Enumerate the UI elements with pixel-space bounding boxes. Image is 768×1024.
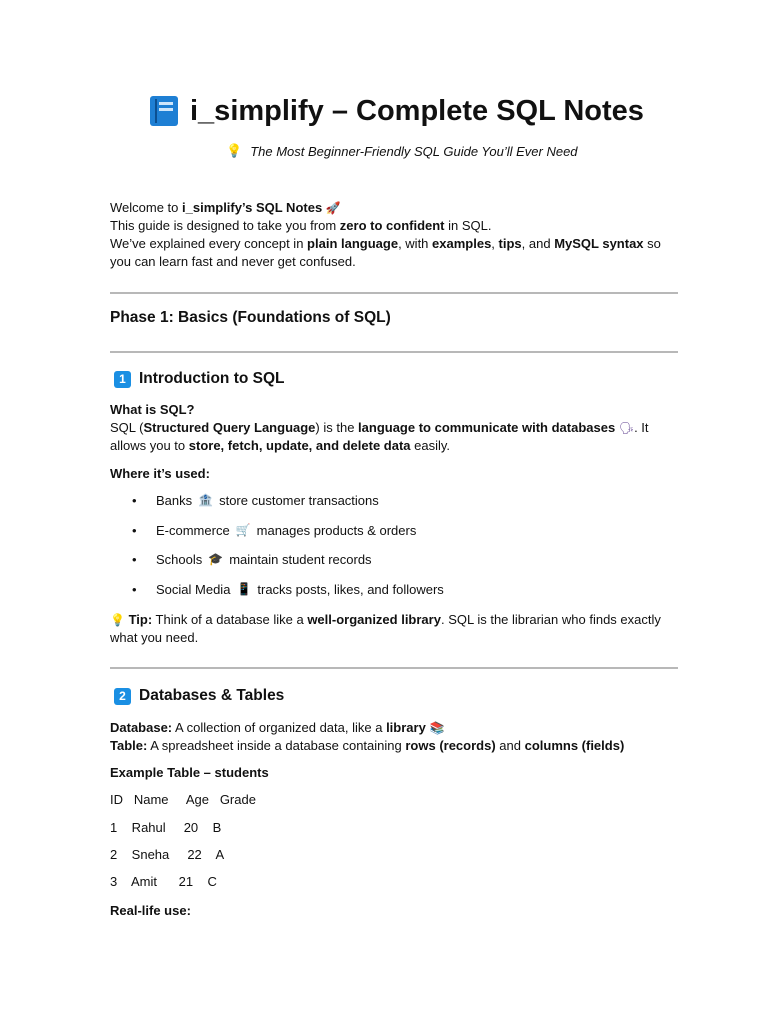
number-two-icon: 2: [114, 688, 131, 705]
db-bold: library: [386, 720, 426, 735]
document-title: [150, 92, 650, 130]
intro-text: We’ve explained every concept in: [110, 236, 308, 251]
intro-text: ,: [491, 236, 499, 251]
section-title: Databases & Tables: [139, 687, 285, 704]
intro-text: Welcome to: [110, 200, 183, 215]
intro-bold: MySQL syntax: [554, 236, 644, 251]
bullet: [132, 523, 156, 538]
intro-bold: examples: [432, 236, 492, 251]
divider: [110, 292, 678, 294]
use-desc: manages products & orders: [256, 522, 417, 538]
intro-text: This guide is designed to take you from: [110, 218, 340, 233]
real-life-use-label: Real-life use:: [110, 903, 191, 918]
database-definition: [110, 719, 678, 737]
list-item: [132, 523, 444, 553]
table-bold: rows (records): [405, 738, 496, 753]
intro-line-3: [110, 235, 678, 271]
table-label: Table:: [110, 738, 148, 753]
blue-book-icon: [150, 96, 178, 126]
use-name: E-commerce: [156, 522, 230, 538]
tip-label: Tip:: [128, 612, 153, 627]
use-desc: maintain student records: [229, 552, 372, 567]
light-bulb-icon: 💡: [110, 613, 125, 627]
table-text: and: [495, 738, 525, 753]
rocket-icon: 🚀: [325, 201, 341, 215]
shopping-cart-icon: 🛒: [235, 522, 251, 537]
tip-paragraph: [110, 611, 678, 647]
table-row: 2 Sneha 22 A: [110, 847, 225, 862]
table-row: 1 Rahul 20 B: [110, 820, 222, 835]
table-text: A spreadsheet inside a database containing: [147, 738, 406, 753]
usage-list: [132, 493, 444, 611]
books-icon: 📚: [429, 721, 445, 735]
intro-text: so you can learn fast and never get confused.: [110, 236, 661, 269]
subtitle-text: The Most Beginner-Friendly SQL Guide You’ll Ever Need: [250, 143, 578, 159]
section-title: Introduction to SQL: [139, 370, 285, 387]
intro-text: in SQL.: [444, 218, 492, 233]
table-bold: columns (fields): [524, 738, 625, 753]
bullet: [132, 582, 156, 597]
what-is-sql-label: What is SQL?: [110, 402, 195, 417]
use-name: Banks: [156, 493, 193, 508]
use-name: Social Media: [156, 581, 231, 597]
use-name: Schools: [156, 552, 203, 567]
divider: [110, 667, 678, 669]
sql-definition: [110, 419, 678, 455]
list-item: [132, 552, 444, 582]
title-text: i_simplify – Complete SQL Notes: [190, 94, 644, 127]
tip-bold: well-organized library: [307, 612, 441, 627]
intro-text: , with: [398, 236, 433, 251]
def-text: easily.: [410, 438, 451, 453]
table-definition: [110, 737, 678, 755]
intro-bold: tips: [498, 236, 522, 251]
bank-icon: 🏦: [198, 493, 214, 507]
db-label: Database:: [110, 720, 173, 735]
def-text: SQL (: [110, 420, 144, 435]
table-header-row: ID Name Age Grade: [110, 792, 256, 807]
divider: [110, 351, 678, 353]
section-heading-databases: [114, 687, 284, 705]
tip-text: Think of a database like a: [152, 612, 308, 627]
intro-bold: zero to confident: [339, 218, 445, 233]
table-row: 3 Amit 21 C: [110, 874, 217, 889]
db-text: A collection of organized data, like a: [172, 720, 387, 735]
def-bold: store, fetch, update, and delete data: [188, 438, 411, 453]
tip-text: . SQL is the librarian who finds exactly what you need.: [110, 612, 661, 645]
intro-line-1: [110, 199, 678, 217]
intro-bold: i_simplify’s SQL Notes: [182, 200, 323, 215]
speaking-head-icon: 🗣: [618, 421, 635, 435]
example-table-label: Example Table – students: [110, 765, 269, 780]
use-desc: tracks posts, likes, and followers: [257, 581, 444, 597]
phone-icon: 📱: [236, 581, 252, 596]
use-desc: store customer transactions: [219, 493, 379, 508]
bullet: [132, 552, 156, 567]
where-used-label: Where it’s used:: [110, 466, 210, 481]
light-bulb-icon: 💡: [226, 143, 243, 158]
intro-line-2: [110, 217, 678, 235]
list-item: [132, 493, 444, 523]
phase-heading: Phase 1: Basics (Foundations of SQL): [110, 309, 391, 326]
intro-paragraph: [110, 199, 678, 271]
intro-text: , and: [521, 236, 555, 251]
number-one-icon: 1: [114, 371, 131, 388]
list-item: [132, 582, 444, 612]
document-subtitle: [226, 143, 626, 159]
graduation-cap-icon: 🎓: [208, 552, 224, 566]
bullet: [132, 493, 156, 508]
def-text: . It allows you to: [110, 420, 649, 453]
intro-bold: plain language: [307, 236, 399, 251]
def-text: ) is the: [315, 420, 359, 435]
def-bold: language to communicate with databases: [358, 420, 616, 435]
def-bold: Structured Query Language: [143, 420, 316, 435]
section-heading-intro: [114, 370, 285, 388]
